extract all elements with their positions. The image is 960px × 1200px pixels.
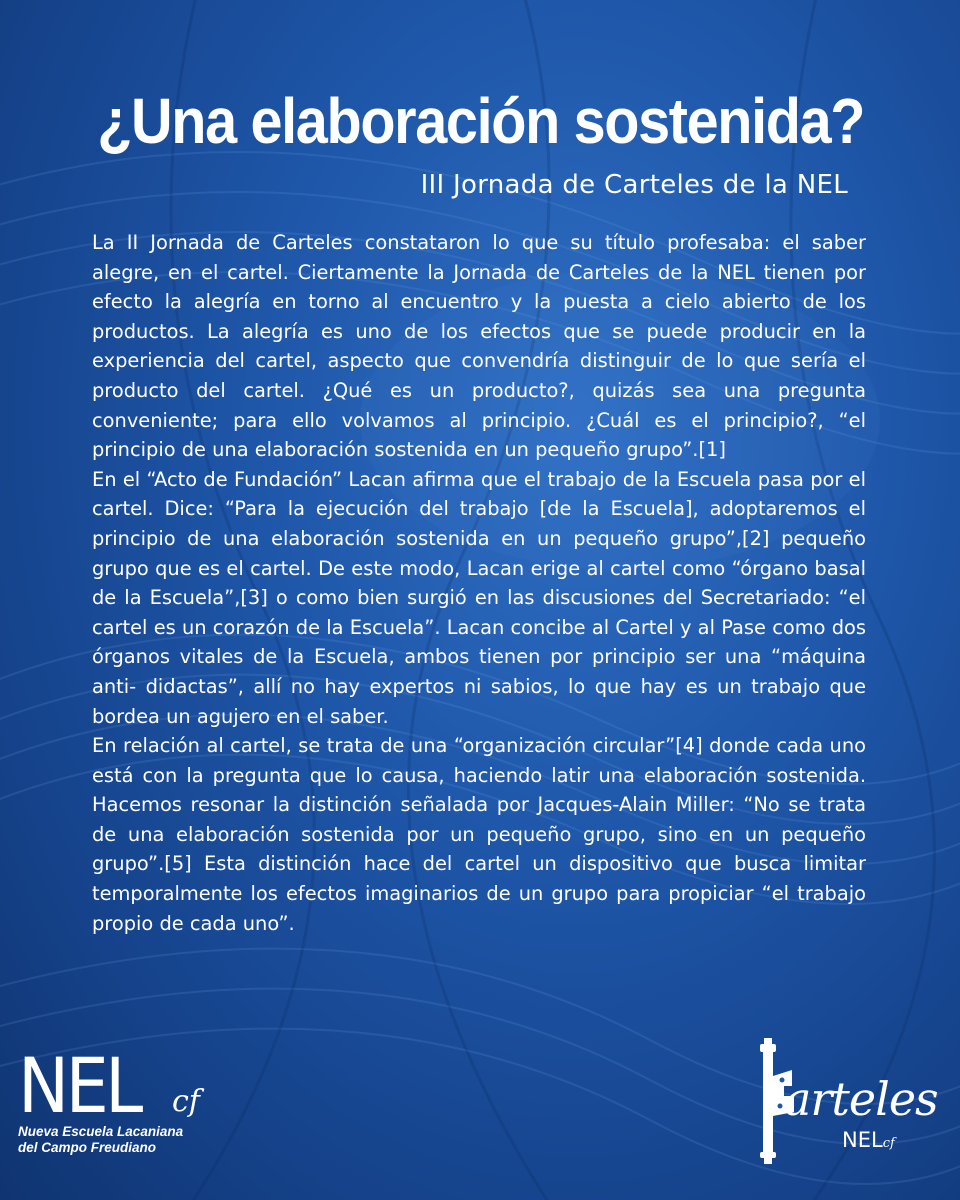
page-title: ¿Una elaboración sostenida?	[97, 85, 864, 157]
carteles-logo-sub	[842, 1128, 895, 1152]
nel-logo-suffix: cf	[172, 1084, 200, 1119]
carteles-logo-sub-suffix: cf	[882, 1136, 895, 1151]
paragraph: En relación al cartel, se trata de una “organización circular”[4] donde cada uno está con la pregunta que lo causa, haciendo latir una elaboración sostenida. Hacemos resonar la distinción señalada por Jacques-Alain Miller: “No se trata de una elaboración sostenida por un pequeño grupo, sino en un pequeño grupo”.[5] Esta distinción hace del cartel un dispositivo que busca limitar temporalmente los efectos imaginarios de un grupo para propiciar “el trabajo propio de cada uno”.	[92, 734, 866, 935]
carteles-logo-word: arteles	[784, 1072, 938, 1126]
nel-logo-tagline-line: Nueva Escuela Lacaniana	[18, 1124, 184, 1139]
page-subtitle: III Jornada de Carteles de la NEL	[420, 170, 848, 200]
paragraph: La II Jornada de Carteles constataron lo que su título profesaba: el saber alegre, en el cartel. Ciertamente la Jornada de Carteles de la NEL tienen por efecto la alegría en torno al encuentro y la puesta a cielo abierto de los productos. La alegría es uno de los efectos que se puede producir en la experiencia del cartel, aspecto que convendría distinguir de lo que sería el producto del cartel. ¿Qué es un producto?, quizás sea una pregunta conveniente; para ello volvamos al principio. ¿Cuál es el principio?, “el principio de una elaboración sostenida en un pequeño grupo”.[1]	[92, 231, 866, 462]
nel-logo	[18, 1041, 218, 1156]
paragraph: En el “Acto de Fundación” Lacan afirma que el trabajo de la Escuela pasa por el cartel. Dice: “Para la ejecución del trabajo [de la Escuela], adoptaremos el principio de una elaboración sostenida en un pequeño grupo”,[2] pequeño grupo que es el cartel. De este modo, Lacan erige al cartel como “órgano basal de la Escuela”,[3] o como bien surgió en las discusiones del Secretariado: “el cartel es un corazón de la Escuela”. Lacan concibe al Cartel y al Pase como dos órganos vitales de la Escuela, ambos tienen por principio ser una “máquina anti- didactas”, allí no hay expertos ni sabios, lo que hay es un trabajo que bordea un agujero en el saber.	[92, 467, 866, 728]
carteles-logo	[750, 1036, 950, 1166]
article-body	[92, 228, 866, 938]
carteles-logo-sub-word: NEL	[842, 1128, 883, 1152]
nel-logo-tagline-line: del Campo Freudiano	[18, 1140, 157, 1155]
nel-logo-word: NEL	[18, 1041, 140, 1130]
